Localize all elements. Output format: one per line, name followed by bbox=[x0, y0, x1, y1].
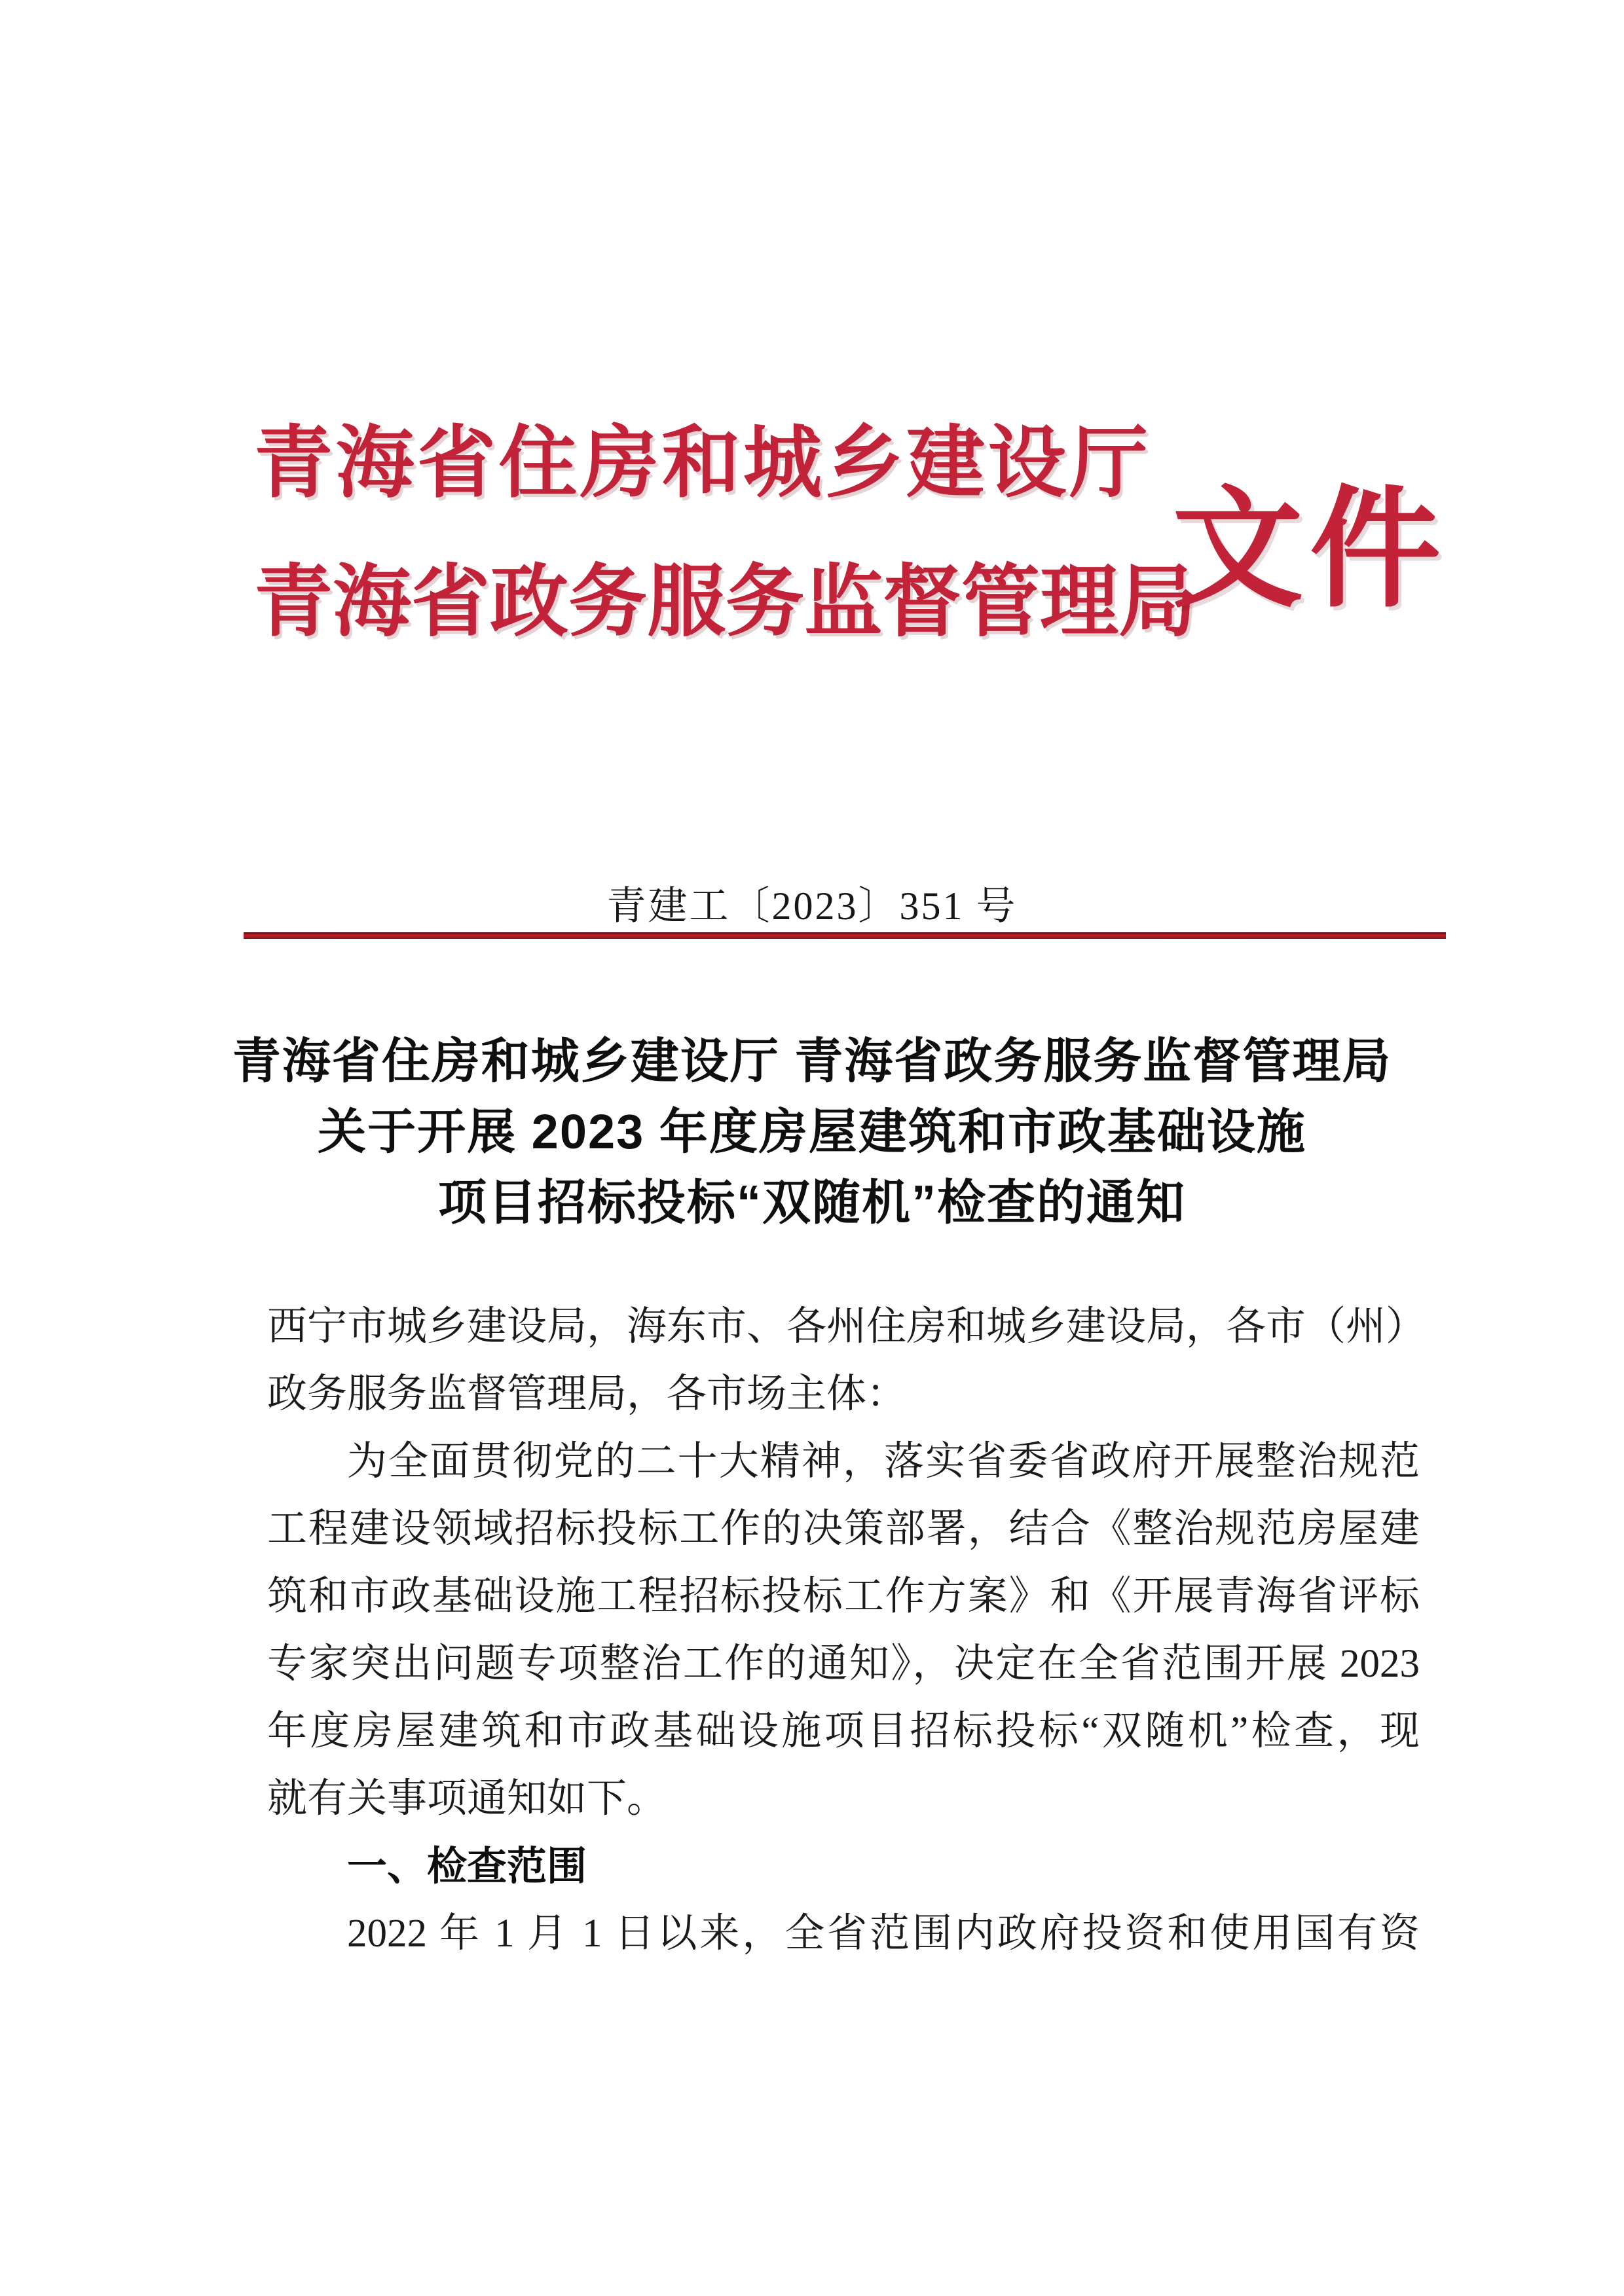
title-line-1: 青海省住房和城乡建设厅 青海省政务服务监督管理局 bbox=[232, 1034, 1392, 1088]
body-line-paragraph1-1: 为全面贯彻党的二十大精神，落实省委省政府开展整治规范 bbox=[347, 1440, 1420, 1484]
title-line-2: 关于开展 2023 年度房屋建筑和市政基础设施 bbox=[318, 1104, 1306, 1159]
agency-name-line2: 青海省政务服务监督管理局 bbox=[254, 558, 1197, 646]
letterhead-agency-names bbox=[254, 394, 1197, 672]
red-separator-line bbox=[244, 932, 1446, 939]
document-title bbox=[92, 1026, 1532, 1238]
document-type-label: 文件 bbox=[1172, 479, 1448, 623]
document-number: 青建工〔2023〕351 号 bbox=[606, 884, 1018, 928]
body-line-paragraph1-6: 就有关事项通知如下。 bbox=[267, 1777, 667, 1821]
body-line-salutation-1: 西宁市城乡建设局，海东市、各州住房和城乡建设局，各市（州） bbox=[267, 1305, 1426, 1349]
body-line-paragraph1-5: 年度房屋建筑和市政基础设施项目招标投标“双随机”检查，现 bbox=[267, 1709, 1420, 1753]
section-heading-1: 一、检查范围 bbox=[347, 1844, 587, 1888]
body-line-paragraph1-4: 专家突出问题专项整治工作的通知》，决定在全省范围开展 2023 bbox=[267, 1642, 1420, 1686]
body-line-salutation-2: 政务服务监督管理局，各市场主体： bbox=[267, 1372, 907, 1416]
document-body bbox=[267, 1293, 1426, 1967]
body-line-section1-1: 2022 年 1 月 1 日以来，全省范围内政府投资和使用国有资 bbox=[347, 1912, 1420, 1956]
body-line-paragraph1-3: 筑和市政基础设施工程招标投标工作方案》和《开展青海省评标 bbox=[267, 1575, 1420, 1618]
agency-name-line1: 青海省住房和城乡建设厅 bbox=[254, 420, 1148, 507]
title-line-3: 项目招标投标“双随机”检查的通知 bbox=[438, 1175, 1186, 1230]
body-line-paragraph1-2: 工程建设领域招标投标工作的决策部署，结合《整治规范房屋建 bbox=[267, 1507, 1420, 1551]
